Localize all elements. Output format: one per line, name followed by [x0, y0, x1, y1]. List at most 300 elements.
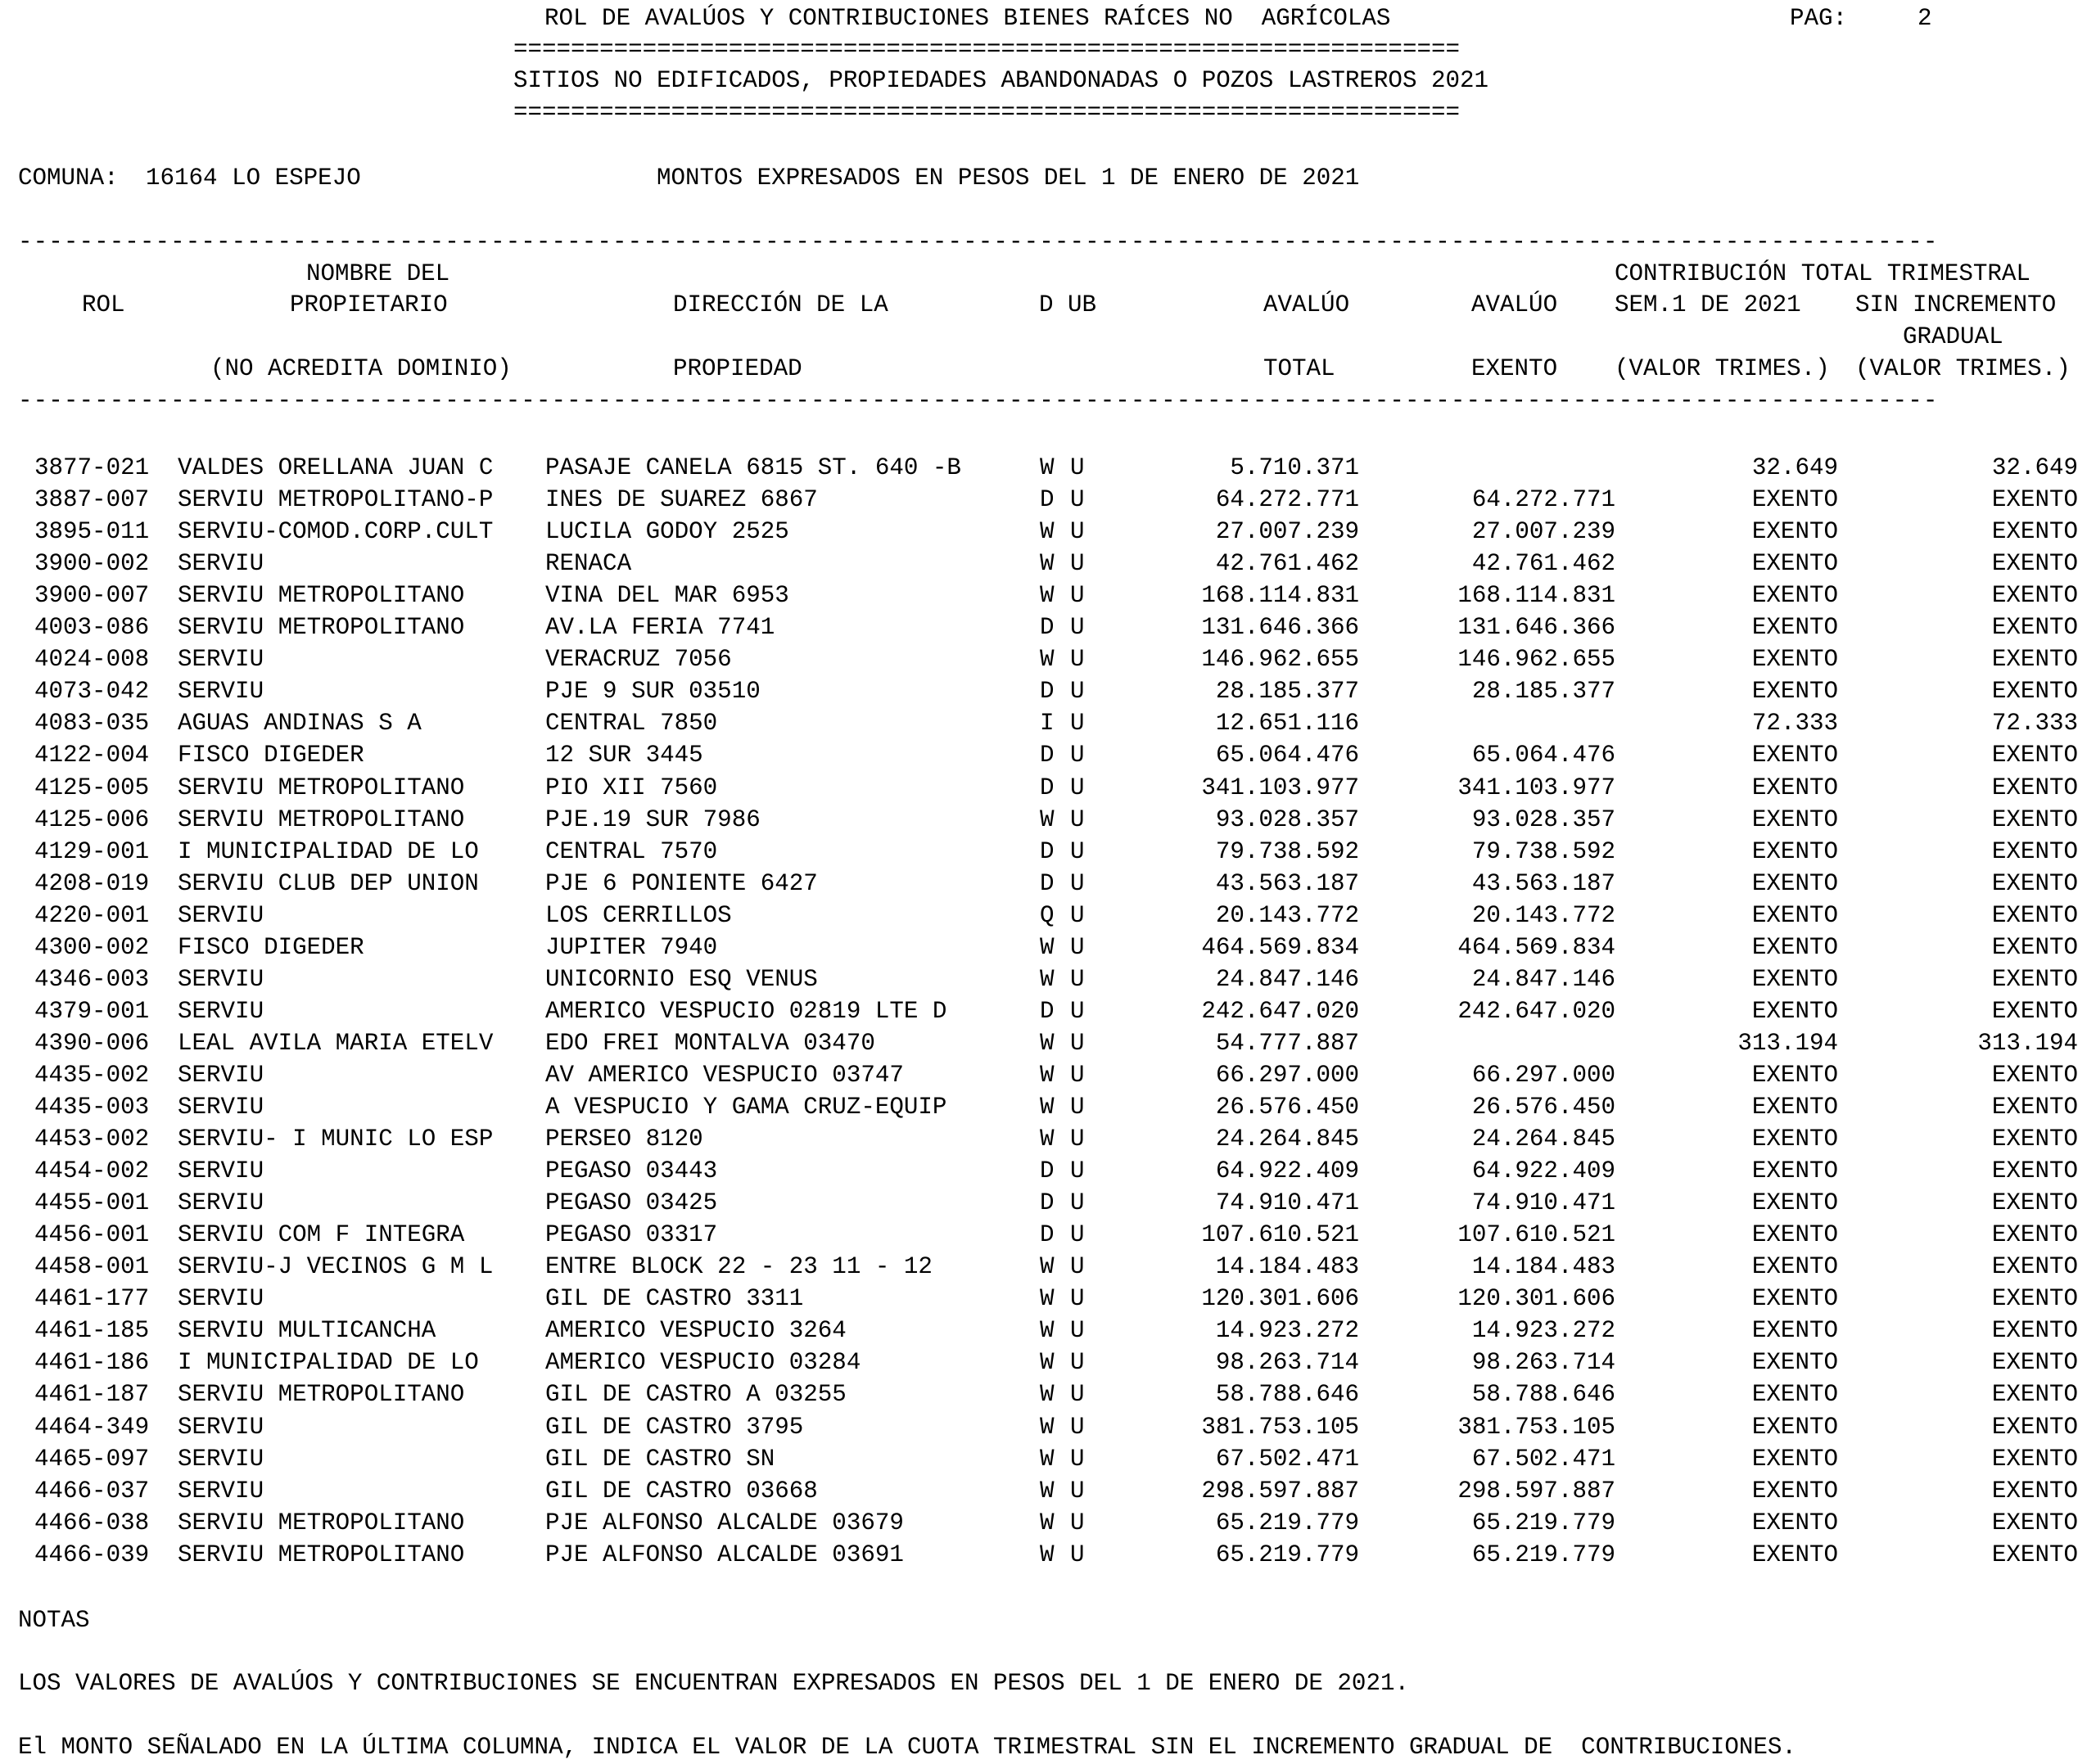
cell-contribucion: EXENTO — [1751, 998, 1838, 1025]
cell-ub: U — [1070, 1349, 1085, 1376]
cell-rol: 4455-001 — [34, 1189, 150, 1216]
table-row — [0, 1187, 2096, 1219]
col-header-dub: D UB — [1039, 291, 1097, 318]
col-header-avaluo-total-l1: AVALÚO — [1263, 291, 1350, 318]
cell-contribucion: 32.649 — [1751, 454, 1838, 481]
cell-d: W — [1040, 1062, 1055, 1089]
cell-contribucion: EXENTO — [1751, 966, 1838, 993]
cell-direccion: JUPITER 7940 — [545, 934, 718, 961]
cell-avaluo-total: 79.738.592 — [1215, 838, 1359, 865]
cell-direccion: CENTRAL 7570 — [545, 838, 718, 865]
cell-rol: 4390-006 — [34, 1030, 150, 1057]
cell-direccion: VERACRUZ 7056 — [545, 646, 732, 673]
cell-avaluo-exento: 20.143.772 — [1471, 902, 1615, 929]
table-row — [0, 1443, 2096, 1475]
cell-avaluo-total: 131.646.366 — [1201, 614, 1359, 641]
cell-rol: 4379-001 — [34, 998, 150, 1025]
cell-ub: U — [1070, 870, 1085, 897]
cell-avaluo-total: 27.007.239 — [1215, 518, 1359, 545]
cell-avaluo-total: 464.569.834 — [1201, 934, 1359, 961]
cell-sin-incremento: EXENTO — [1991, 1062, 2078, 1089]
cell-propietario: SERVIU METROPOLITANO — [178, 614, 465, 641]
cell-rol: 4466-039 — [34, 1541, 150, 1568]
cell-avaluo-total: 28.185.377 — [1215, 678, 1359, 705]
cell-d: W — [1040, 454, 1055, 481]
table-row — [0, 1283, 2096, 1315]
cell-ub: U — [1070, 1381, 1085, 1408]
cell-propietario: SERVIU — [178, 1062, 264, 1089]
cell-contribucion: EXENTO — [1751, 1285, 1838, 1312]
cell-propietario: SERVIU — [178, 678, 264, 705]
cell-propietario: SERVIU — [178, 1446, 264, 1473]
col-header-contrib-sem: SEM.1 DE 2021 — [1615, 291, 1801, 318]
cell-ub: U — [1070, 934, 1085, 961]
cell-ub: U — [1070, 454, 1085, 481]
cell-d: W — [1040, 1285, 1055, 1312]
cell-propietario: SERVIU — [178, 1157, 264, 1184]
cell-propietario: SERVIU METROPOLITANO — [178, 806, 465, 833]
cell-rol: 4300-002 — [34, 934, 150, 961]
cell-contribucion: EXENTO — [1751, 1189, 1838, 1216]
cell-ub: U — [1070, 518, 1085, 545]
cell-direccion: LOS CERRILLOS — [545, 902, 732, 929]
cell-sin-incremento: EXENTO — [1991, 1446, 2078, 1473]
cell-contribucion: 313.194 — [1737, 1030, 1838, 1057]
col-header-contribucion: CONTRIBUCIÓN TOTAL TRIMESTRAL — [1615, 260, 2030, 287]
table-row — [0, 1091, 2096, 1123]
cell-avaluo-total: 66.297.000 — [1215, 1062, 1359, 1089]
notes-heading: NOTAS — [18, 1607, 90, 1634]
cell-contribucion: EXENTO — [1751, 742, 1838, 769]
table-row — [0, 804, 2096, 836]
cell-contribucion: EXENTO — [1751, 1478, 1838, 1505]
cell-sin-incremento: EXENTO — [1991, 486, 2078, 513]
cell-ub: U — [1070, 1157, 1085, 1184]
cell-propietario: LEAL AVILA MARIA ETELV — [178, 1030, 494, 1057]
cell-d: D — [1040, 870, 1055, 897]
cell-d: D — [1040, 486, 1055, 513]
cell-propietario: SERVIU — [178, 1285, 264, 1312]
cell-sin-incremento: EXENTO — [1991, 870, 2078, 897]
cell-rol: 4003-086 — [34, 614, 150, 641]
col-header-contrib-valor1: (VALOR TRIMES.) — [1615, 355, 1830, 382]
cell-sin-incremento: EXENTO — [1991, 838, 2078, 865]
cell-direccion: GIL DE CASTRO A 03255 — [545, 1381, 847, 1408]
cell-sin-incremento: EXENTO — [1991, 998, 2078, 1025]
cell-contribucion: 72.333 — [1751, 710, 1838, 737]
cell-sin-incremento: EXENTO — [1991, 742, 2078, 769]
table-row — [0, 707, 2096, 739]
table-row — [0, 1539, 2096, 1571]
table-row — [0, 643, 2096, 675]
cell-d: D — [1040, 998, 1055, 1025]
title-rule-top: ================================================================== — [513, 36, 1461, 63]
cell-avaluo-exento: 298.597.887 — [1457, 1478, 1615, 1505]
cell-d: W — [1040, 1349, 1055, 1376]
cell-sin-incremento: EXENTO — [1991, 1509, 2078, 1536]
cell-ub: U — [1070, 1541, 1085, 1568]
cell-ub: U — [1070, 1446, 1085, 1473]
cell-contribucion: EXENTO — [1751, 1381, 1838, 1408]
cell-contribucion: EXENTO — [1751, 1509, 1838, 1536]
cell-d: W — [1040, 550, 1055, 577]
cell-rol: 4129-001 — [34, 838, 150, 865]
cell-rol: 4461-185 — [34, 1317, 150, 1344]
table-row — [0, 675, 2096, 707]
cell-avaluo-exento: 341.103.977 — [1457, 774, 1615, 801]
cell-d: W — [1040, 1317, 1055, 1344]
col-header-avaluo-exento-l1: AVALÚO — [1471, 291, 1558, 318]
cell-direccion: CENTRAL 7850 — [545, 710, 718, 737]
cell-sin-incremento: EXENTO — [1991, 1221, 2078, 1248]
cell-ub: U — [1070, 966, 1085, 993]
table-row — [0, 1251, 2096, 1283]
cell-sin-incremento: EXENTO — [1991, 582, 2078, 609]
cell-sin-incremento: EXENTO — [1991, 1285, 2078, 1312]
cell-ub: U — [1070, 1062, 1085, 1089]
cell-ub: U — [1070, 806, 1085, 833]
cell-rol: 4073-042 — [34, 678, 150, 705]
cell-ub: U — [1070, 678, 1085, 705]
table-row — [0, 1475, 2096, 1507]
cell-d: W — [1040, 646, 1055, 673]
cell-ub: U — [1070, 646, 1085, 673]
table-row — [0, 1027, 2096, 1059]
cell-propietario: SERVIU METROPOLITANO — [178, 774, 465, 801]
cell-d: W — [1040, 1030, 1055, 1057]
title-rule-bottom: ================================================================== — [513, 99, 1461, 126]
cell-avaluo-exento: 27.007.239 — [1471, 518, 1615, 545]
cell-rol: 4208-019 — [34, 870, 150, 897]
table-row — [0, 1378, 2096, 1410]
cell-avaluo-exento: 58.788.646 — [1471, 1381, 1615, 1408]
cell-direccion: PJE ALFONSO ALCALDE 03691 — [545, 1541, 904, 1568]
cell-d: W — [1040, 934, 1055, 961]
cell-contribucion: EXENTO — [1751, 646, 1838, 673]
cell-contribucion: EXENTO — [1751, 1414, 1838, 1441]
cell-d: W — [1040, 1126, 1055, 1153]
col-header-contrib-sin: SIN INCREMENTO — [1855, 291, 2057, 318]
cell-propietario: SERVIU CLUB DEP UNION — [178, 870, 479, 897]
cell-avaluo-total: 42.761.462 — [1215, 550, 1359, 577]
cell-avaluo-exento: 74.910.471 — [1471, 1189, 1615, 1216]
cell-propietario: SERVIU — [178, 646, 264, 673]
cell-rol: 4435-002 — [34, 1062, 150, 1089]
cell-ub: U — [1070, 998, 1085, 1025]
cell-d: W — [1040, 1381, 1055, 1408]
cell-sin-incremento: EXENTO — [1991, 1478, 2078, 1505]
cell-ub: U — [1070, 1253, 1085, 1280]
table-row — [0, 836, 2096, 868]
cell-avaluo-total: 341.103.977 — [1201, 774, 1359, 801]
comuna-value: 16164 LO ESPEJO — [146, 165, 361, 192]
cell-avaluo-exento: 98.263.714 — [1471, 1349, 1615, 1376]
cell-ub: U — [1070, 1189, 1085, 1216]
cell-d: W — [1040, 806, 1055, 833]
cell-rol: 4024-008 — [34, 646, 150, 673]
cell-propietario: SERVIU METROPOLITANO — [178, 1509, 465, 1536]
table-row — [0, 932, 2096, 963]
table-row — [0, 1411, 2096, 1443]
table-row — [0, 580, 2096, 611]
cell-avaluo-exento: 120.301.606 — [1457, 1285, 1615, 1312]
cell-propietario: SERVIU METROPOLITANO-P — [178, 486, 494, 513]
cell-avaluo-exento: 93.028.357 — [1471, 806, 1615, 833]
cell-direccion: PIO XII 7560 — [545, 774, 718, 801]
cell-ub: U — [1070, 742, 1085, 769]
cell-avaluo-exento: 131.646.366 — [1457, 614, 1615, 641]
cell-avaluo-exento: 26.576.450 — [1471, 1094, 1615, 1121]
cell-sin-incremento: EXENTO — [1991, 1094, 2078, 1121]
cell-ub: U — [1070, 902, 1085, 929]
cell-avaluo-exento: 24.264.845 — [1471, 1126, 1615, 1153]
cell-d: W — [1040, 518, 1055, 545]
cell-rol: 4125-006 — [34, 806, 150, 833]
cell-avaluo-exento: 168.114.831 — [1457, 582, 1615, 609]
cell-avaluo-total: 14.184.483 — [1215, 1253, 1359, 1280]
cell-avaluo-exento: 14.184.483 — [1471, 1253, 1615, 1280]
cell-ub: U — [1070, 1478, 1085, 1505]
report-title: ROL DE AVALÚOS Y CONTRIBUCIONES BIENES RAÍCES NO AGRÍCOLAS — [544, 5, 1391, 32]
cell-sin-incremento: EXENTO — [1991, 1541, 2078, 1568]
cell-d: D — [1040, 614, 1055, 641]
cell-ub: U — [1070, 1126, 1085, 1153]
cell-direccion: ENTRE BLOCK 22 - 23 11 - 12 — [545, 1253, 933, 1280]
cell-sin-incremento: EXENTO — [1991, 1414, 2078, 1441]
cell-contribucion: EXENTO — [1751, 1349, 1838, 1376]
cell-d: W — [1040, 1541, 1055, 1568]
cell-contribucion: EXENTO — [1751, 518, 1838, 545]
cell-ub: U — [1070, 550, 1085, 577]
cell-avaluo-total: 26.576.450 — [1215, 1094, 1359, 1121]
cell-d: W — [1040, 582, 1055, 609]
cell-rol: 3900-002 — [34, 550, 150, 577]
cell-d: W — [1040, 1253, 1055, 1280]
col-header-contrib-valor2: (VALOR TRIMES.) — [1855, 355, 2071, 382]
cell-sin-incremento: EXENTO — [1991, 806, 2078, 833]
cell-direccion: PJE.19 SUR 7986 — [545, 806, 761, 833]
cell-contribucion: EXENTO — [1751, 838, 1838, 865]
cell-avaluo-total: 67.502.471 — [1215, 1446, 1359, 1473]
cell-d: D — [1040, 774, 1055, 801]
cell-contribucion: EXENTO — [1751, 934, 1838, 961]
table-row — [0, 995, 2096, 1027]
cell-sin-incremento: EXENTO — [1991, 678, 2078, 705]
cell-sin-incremento: EXENTO — [1991, 1253, 2078, 1280]
cell-rol: 4220-001 — [34, 902, 150, 929]
comuna-label: COMUNA: — [18, 165, 119, 192]
cell-sin-incremento: 72.333 — [1991, 710, 2078, 737]
cell-direccion: PJE 9 SUR 03510 — [545, 678, 761, 705]
cell-ub: U — [1070, 486, 1085, 513]
cell-direccion: RENACA — [545, 550, 632, 577]
table-row — [0, 452, 2096, 484]
cell-avaluo-exento: 66.297.000 — [1471, 1062, 1615, 1089]
cell-ub: U — [1070, 1414, 1085, 1441]
cell-sin-incremento: EXENTO — [1991, 614, 2078, 641]
table-row — [0, 1315, 2096, 1347]
cell-propietario: AGUAS ANDINAS S A — [178, 710, 422, 737]
cell-d: D — [1040, 838, 1055, 865]
cell-propietario: FISCO DIGEDER — [178, 934, 364, 961]
cell-rol: 3895-011 — [34, 518, 150, 545]
cell-avaluo-exento: 65.219.779 — [1471, 1509, 1615, 1536]
cell-contribucion: EXENTO — [1751, 870, 1838, 897]
table-row — [0, 516, 2096, 548]
cell-propietario: SERVIU — [178, 998, 264, 1025]
cell-avaluo-exento: 43.563.187 — [1471, 870, 1615, 897]
cell-propietario: SERVIU — [178, 902, 264, 929]
cell-sin-incremento: EXENTO — [1991, 1189, 2078, 1216]
cell-avaluo-exento: 24.847.146 — [1471, 966, 1615, 993]
cell-ub: U — [1070, 582, 1085, 609]
table-row — [0, 772, 2096, 804]
cell-d: W — [1040, 1414, 1055, 1441]
cell-avaluo-total: 65.064.476 — [1215, 742, 1359, 769]
cell-direccion: GIL DE CASTRO 3795 — [545, 1414, 804, 1441]
cell-sin-incremento: EXENTO — [1991, 1157, 2078, 1184]
cell-rol: 3877-021 — [34, 454, 150, 481]
table-row — [0, 1219, 2096, 1251]
cell-propietario: SERVIU- I MUNIC LO ESP — [178, 1126, 494, 1153]
cell-avaluo-total: 64.922.409 — [1215, 1157, 1359, 1184]
cell-propietario: FISCO DIGEDER — [178, 742, 364, 769]
col-header-contrib-gradual: GRADUAL — [1903, 323, 2003, 350]
table-row — [0, 1347, 2096, 1378]
cell-contribucion: EXENTO — [1751, 1126, 1838, 1153]
cell-rol: 4461-186 — [34, 1349, 150, 1376]
cell-avaluo-total: 54.777.887 — [1215, 1030, 1359, 1057]
cell-sin-incremento: EXENTO — [1991, 550, 2078, 577]
cell-avaluo-total: 93.028.357 — [1215, 806, 1359, 833]
cell-avaluo-total: 14.923.272 — [1215, 1317, 1359, 1344]
table-row — [0, 963, 2096, 995]
cell-direccion: PASAJE CANELA 6815 ST. 640 -B — [545, 454, 961, 481]
cell-ub: U — [1070, 710, 1085, 737]
cell-rol: 4122-004 — [34, 742, 150, 769]
cell-sin-incremento: EXENTO — [1991, 1317, 2078, 1344]
cell-contribucion: EXENTO — [1751, 550, 1838, 577]
cell-rol: 4466-038 — [34, 1509, 150, 1536]
page-label: PAG: — [1790, 5, 1848, 32]
cell-avaluo-exento: 107.610.521 — [1457, 1221, 1615, 1248]
cell-ub: U — [1070, 838, 1085, 865]
cell-direccion: GIL DE CASTRO 3311 — [545, 1285, 804, 1312]
cell-propietario: SERVIU — [178, 1478, 264, 1505]
table-rule-top: ------------------------------------------------------------------------------------------------------------------------------ — [18, 228, 1939, 255]
cell-sin-incremento: 313.194 — [1977, 1030, 2078, 1057]
cell-propietario: I MUNICIPALIDAD DE LO — [178, 838, 479, 865]
cell-propietario: SERVIU METROPOLITANO — [178, 582, 465, 609]
cell-direccion: GIL DE CASTRO SN — [545, 1446, 775, 1473]
cell-contribucion: EXENTO — [1751, 1094, 1838, 1121]
table-row — [0, 611, 2096, 643]
cell-contribucion: EXENTO — [1751, 614, 1838, 641]
cell-avaluo-total: 120.301.606 — [1201, 1285, 1359, 1312]
cell-avaluo-total: 381.753.105 — [1201, 1414, 1359, 1441]
cell-propietario: SERVIU MULTICANCHA — [178, 1317, 436, 1344]
cell-avaluo-exento: 67.502.471 — [1471, 1446, 1615, 1473]
cell-avaluo-total: 107.610.521 — [1201, 1221, 1359, 1248]
cell-sin-incremento: 32.649 — [1991, 454, 2078, 481]
cell-avaluo-exento: 64.272.771 — [1471, 486, 1615, 513]
cell-avaluo-exento: 14.923.272 — [1471, 1317, 1615, 1344]
cell-avaluo-exento: 79.738.592 — [1471, 838, 1615, 865]
cell-sin-incremento: EXENTO — [1991, 1349, 2078, 1376]
cell-contribucion: EXENTO — [1751, 1446, 1838, 1473]
cell-direccion: PERSEO 8120 — [545, 1126, 703, 1153]
cell-ub: U — [1070, 614, 1085, 641]
table-row — [0, 548, 2096, 580]
cell-contribucion: EXENTO — [1751, 1062, 1838, 1089]
cell-ub: U — [1070, 1317, 1085, 1344]
col-header-direccion-l1: DIRECCIÓN DE LA — [673, 291, 888, 318]
cell-rol: 3887-007 — [34, 486, 150, 513]
cell-d: D — [1040, 678, 1055, 705]
cell-contribucion: EXENTO — [1751, 806, 1838, 833]
cell-propietario: SERVIU — [178, 966, 264, 993]
cell-d: W — [1040, 1509, 1055, 1536]
cell-avaluo-exento: 65.219.779 — [1471, 1541, 1615, 1568]
cell-direccion: PEGASO 03317 — [545, 1221, 718, 1248]
col-header-propietario-l3: (NO ACREDITA DOMINIO) — [210, 355, 512, 382]
cell-contribucion: EXENTO — [1751, 678, 1838, 705]
cell-direccion: LUCILA GODOY 2525 — [545, 518, 789, 545]
note-1: LOS VALORES DE AVALÚOS Y CONTRIBUCIONES SE ENCUENTRAN EXPRESADOS EN PESOS DEL 1 DE ENERO DE 2021. — [18, 1670, 1409, 1697]
table-rule-header: ------------------------------------------------------------------------------------------------------------------------------ — [18, 387, 1939, 414]
cell-direccion: AMERICO VESPUCIO 02819 LTE D — [545, 998, 947, 1025]
cell-ub: U — [1070, 774, 1085, 801]
cell-avaluo-total: 98.263.714 — [1215, 1349, 1359, 1376]
cell-propietario: SERVIU — [178, 550, 264, 577]
cell-contribucion: EXENTO — [1751, 1253, 1838, 1280]
cell-direccion: PEGASO 03443 — [545, 1157, 718, 1184]
cell-propietario: SERVIU — [178, 1094, 264, 1121]
cell-contribucion: EXENTO — [1751, 1317, 1838, 1344]
cell-contribucion: EXENTO — [1751, 486, 1838, 513]
cell-propietario: SERVIU-COMOD.CORP.CULT — [178, 518, 494, 545]
cell-d: W — [1040, 1446, 1055, 1473]
cell-avaluo-total: 43.563.187 — [1215, 870, 1359, 897]
cell-d: W — [1040, 1094, 1055, 1121]
cell-rol: 4346-003 — [34, 966, 150, 993]
note-2: El MONTO SEÑALADO EN LA ÚLTIMA COLUMNA, INDICA EL VALOR DE LA CUOTA TRIMESTRAL SIN EL INCREMENTO GRADUAL DE CONTRIBUCIONES. — [18, 1734, 1796, 1761]
cell-d: W — [1040, 966, 1055, 993]
cell-avaluo-total: 168.114.831 — [1201, 582, 1359, 609]
cell-avaluo-total: 65.219.779 — [1215, 1541, 1359, 1568]
col-header-propietario-l1: NOMBRE DEL — [306, 260, 450, 287]
cell-sin-incremento: EXENTO — [1991, 774, 2078, 801]
cell-sin-incremento: EXENTO — [1991, 934, 2078, 961]
cell-direccion: VINA DEL MAR 6953 — [545, 582, 789, 609]
page-number: 2 — [1918, 5, 1932, 32]
cell-avaluo-exento: 242.647.020 — [1457, 998, 1615, 1025]
cell-ub: U — [1070, 1509, 1085, 1536]
cell-d: D — [1040, 1189, 1055, 1216]
cell-avaluo-exento: 65.064.476 — [1471, 742, 1615, 769]
cell-direccion: EDO FREI MONTALVA 03470 — [545, 1030, 875, 1057]
cell-rol: 4458-001 — [34, 1253, 150, 1280]
cell-d: W — [1040, 1478, 1055, 1505]
table-row — [0, 900, 2096, 932]
cell-rol: 4464-349 — [34, 1414, 150, 1441]
montos-note: MONTOS EXPRESADOS EN PESOS DEL 1 DE ENERO DE 2021 — [657, 165, 1360, 192]
cell-rol: 4435-003 — [34, 1094, 150, 1121]
cell-direccion: PEGASO 03425 — [545, 1189, 718, 1216]
cell-direccion: 12 SUR 3445 — [545, 742, 703, 769]
cell-avaluo-total: 12.651.116 — [1215, 710, 1359, 737]
cell-avaluo-total: 24.847.146 — [1215, 966, 1359, 993]
